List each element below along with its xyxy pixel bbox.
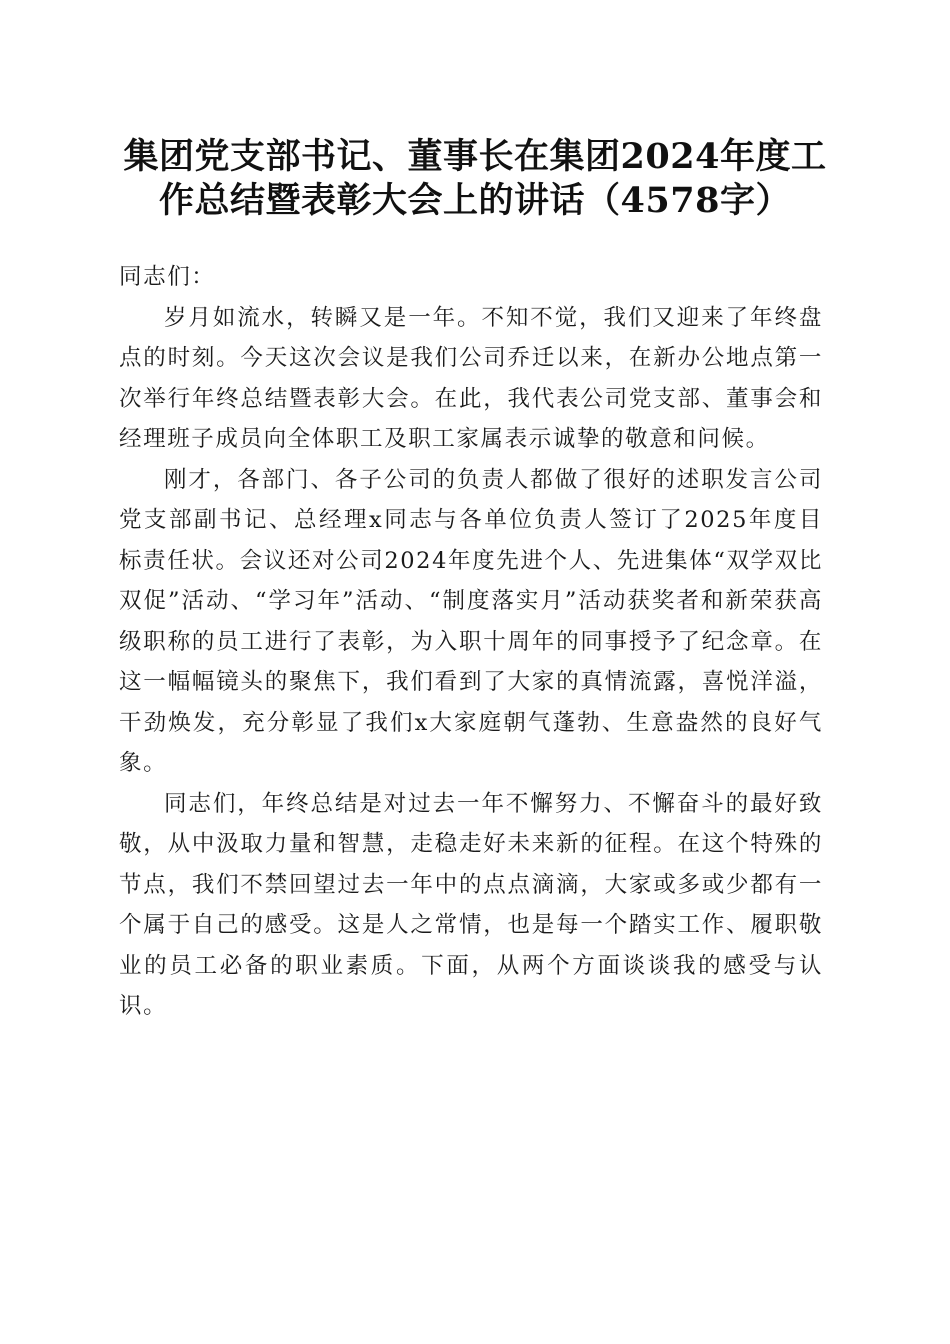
salutation: 同志们： [119,264,216,290]
document-body [119,257,823,1027]
title-line-1: 集团党支部书记、董事长在集团2024年度工 [123,136,827,177]
paragraph-3: 同志们，年终总结是对过去一年不懈努力、不懈奋斗的最好致敬，从中汲取力量和智慧，走稳走好未来新的征程。在这个特殊的节点，我们不禁回望过去一年中的点点滴滴，大家或多或少都有一个属于自己的感受。这是人之常情，也是每一个踏实工作、履职敬业的员工必备的职业素质。下面，从两个方面谈谈我的感受与认识。 [119,790,823,1019]
paragraph-1: 岁月如流水，转瞬又是一年。不知不觉，我们又迎来了年终盘点的时刻。今天这次会议是我们公司乔迁以来，在新办公地点第一次举行年终总结暨表彰大会。在此，我代表公司党支部、董事会和经理班子成员向全体职工及职工家属表示诚挚的敬意和问候。 [119,304,823,452]
title-line-2: 作总结暨表彰大会上的讲话（4578字） [159,180,791,221]
document-title [110,135,840,223]
paragraph-2: 刚才，各部门、各子公司的负责人都做了很好的述职发言公司党支部副书记、总经理x同志与各单位负责人签订了2025年度目标责任状。会议还对公司2024年度先进个人、先进集体“双学双比双促”活动、“学习年”活动、“制度落实月”活动获奖者和新荣获高级职称的员工进行了表彰，为入职十周年的同事授予了纪念章。在这一幅幅镜头的聚焦下，我们看到了大家的真情流露，喜悦洋溢，干劲焕发，充分彰显了我们x大家庭朝气蓬勃、生意盎然的良好气象。 [119,466,823,776]
